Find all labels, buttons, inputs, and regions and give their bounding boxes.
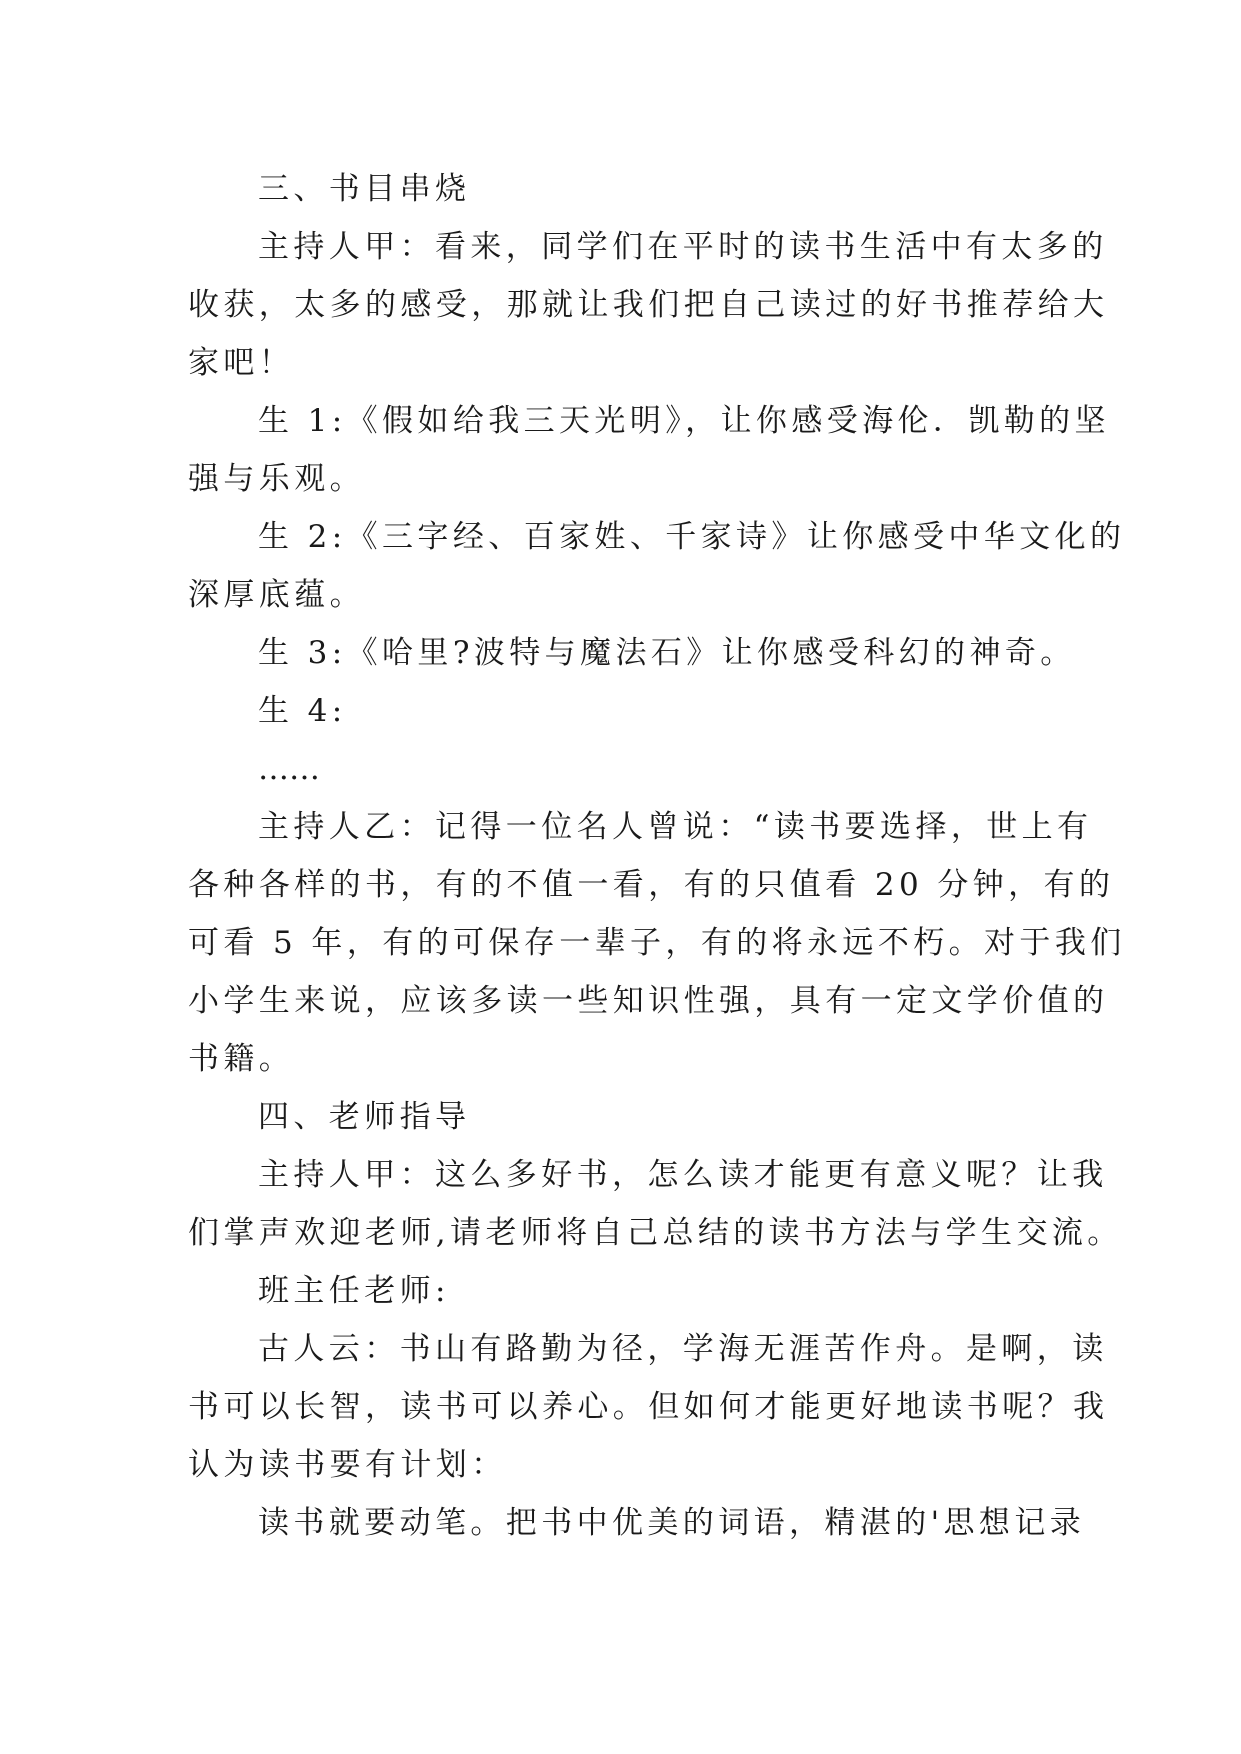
- paragraph-line: 各种各样的书，有的不值一看，有的只值看 20 分钟，有的: [188, 867, 1115, 903]
- paragraph-line: 读书就要动笔。把书中优美的词语，精湛的'思想记录: [258, 1505, 1086, 1541]
- section-heading-teacher-guidance: 四、老师指导: [258, 1099, 471, 1135]
- paragraph-line: 书可以长智，读书可以养心。但如何才能更好地读书呢？我: [188, 1389, 1109, 1425]
- document-body: [188, 160, 1126, 1552]
- paragraph-line: 强与乐观。: [188, 461, 365, 497]
- paragraph-line: 生 3:《哈里?波特与魔法石》让你感受科幻的神奇。: [258, 635, 1076, 671]
- paragraph-line: 收获，太多的感受，那就让我们把自己读过的好书推荐给大: [188, 287, 1109, 323]
- paragraph-line: 家吧！: [188, 345, 295, 381]
- paragraph-line: 生 2:《三字经、百家姓、千家诗》让你感受中华文化的: [258, 519, 1126, 555]
- section-heading-book-list: 三、书目串烧: [258, 171, 471, 207]
- paragraph-line: 可看 5 年，有的可保存一辈子，有的将永远不朽。对于我们: [188, 925, 1126, 961]
- paragraph-line: 书籍。: [188, 1041, 295, 1077]
- paragraph-line: 生 1:《假如给我三天光明》，让你感受海伦．凯勒的坚: [258, 403, 1110, 439]
- paragraph-line: 们掌声欢迎老师,请老师将自己总结的读书方法与学生交流。: [188, 1215, 1123, 1251]
- paragraph-line: 主持人乙：记得一位名人曾说：“读书要选择，世上有: [258, 809, 1093, 845]
- paragraph-line: 深厚底蕴。: [188, 577, 365, 613]
- paragraph-line: 生 4:: [258, 693, 347, 729]
- paragraph-line: 班主任老师:: [258, 1273, 450, 1309]
- paragraph-line: 主持人甲：看来，同学们在平时的读书生活中有太多的: [258, 229, 1108, 265]
- ellipsis-line: ……: [258, 751, 320, 787]
- paragraph-line: 主持人甲：这么多好书，怎么读才能更有意义呢？让我: [258, 1157, 1108, 1193]
- paragraph-line: 小学生来说，应该多读一些知识性强，具有一定文学价值的: [188, 983, 1109, 1019]
- paragraph-line: 古人云：书山有路勤为径，学海无涯苦作舟。是啊，读: [258, 1331, 1108, 1367]
- paragraph-line: 认为读书要有计划：: [188, 1447, 507, 1483]
